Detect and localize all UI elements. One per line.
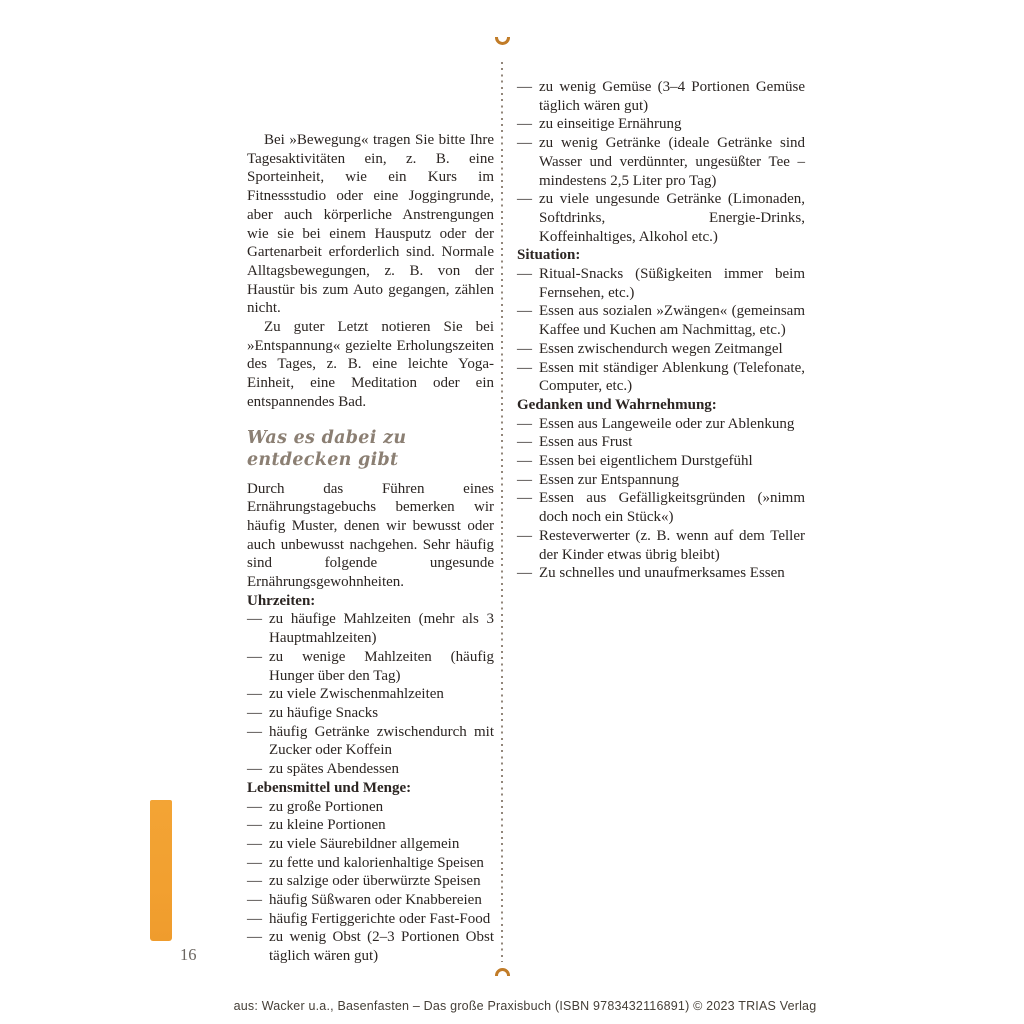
list-item-text: Essen aus sozialen »Zwängen« (gemeinsam Kaffee und Kuchen am Nachmittag, etc.)	[539, 303, 805, 339]
list-item-text: häufig Getränke zwischendurch mit Zucker oder Koffein	[269, 723, 494, 759]
list-item-text: zu wenige Mahlzeiten (häufig Hunger über den Tag)	[269, 648, 494, 684]
list-item	[517, 564, 805, 583]
dash-marker: —	[247, 910, 262, 927]
list-item-text: häufig Fertiggerichte oder Fast-Food	[269, 910, 491, 927]
dash-marker: —	[247, 611, 262, 628]
dash-marker: —	[517, 79, 532, 95]
list-item	[247, 891, 494, 910]
list-item-text: Essen aus Frust	[539, 434, 633, 451]
list-item-text: häufig Süßwaren oder Knabbereien	[269, 892, 482, 909]
dash-marker: —	[247, 686, 262, 703]
list-item	[247, 723, 494, 760]
list-item	[517, 471, 805, 490]
dash-marker: —	[247, 854, 262, 871]
group-title-situation: Situation:	[517, 247, 581, 264]
list-item	[247, 798, 494, 817]
dash-marker: —	[517, 471, 532, 488]
right-column	[517, 78, 805, 583]
section-heading: Was es dabei zu entdecken gibt	[247, 427, 407, 470]
dash-marker: —	[517, 415, 532, 432]
checklist-situation	[517, 265, 805, 396]
fold-mark-top-icon	[495, 37, 510, 45]
dash-marker: —	[517, 359, 532, 376]
checklist-uhrzeiten	[247, 610, 494, 778]
list-item	[517, 190, 805, 246]
list-item	[517, 115, 805, 134]
dash-marker: —	[517, 434, 532, 451]
dash-marker: —	[517, 527, 532, 544]
list-item-text: zu viele Säurebildner allgemein	[269, 835, 460, 852]
fold-mark-bottom-icon	[495, 968, 510, 976]
list-item-text: zu einseitige Ernährung	[539, 116, 682, 133]
group-title-lebensmittel: Lebensmittel und Menge:	[247, 779, 412, 796]
list-item-text: Essen aus Langeweile oder zur Ablenkung	[539, 415, 795, 432]
paragraph-entspannung: Zu guter Letzt notieren Sie bei »Entspannung« gezielte Erholungszeiten des Tages, z. B. eine leichte Yoga-Einheit, eine Meditation oder ein entspannendes Bad.	[247, 319, 494, 410]
list-item-text: Essen zwischendurch wegen Zeitmangel	[539, 340, 783, 357]
list-item-text: Resteverwerter (z. B. wenn auf dem Teller der Kinder etwas übrig bleibt)	[539, 527, 805, 563]
dash-marker: —	[517, 135, 532, 152]
list-item-text: zu kleine Portionen	[269, 817, 386, 834]
footer-credit: aus: Wacker u.a., Basenfasten – Das große Praxisbuch (ISBN 9783432116891) © 2023 TRIAS Verlag	[233, 999, 817, 1013]
list-item-text: zu große Portionen	[269, 798, 384, 815]
list-item	[247, 704, 494, 723]
list-item	[247, 910, 494, 929]
list-item-text: zu viele Zwischenmahlzeiten	[269, 686, 444, 703]
list-item	[247, 685, 494, 704]
dash-marker: —	[517, 303, 532, 320]
page-number: 16	[180, 945, 197, 964]
dash-marker: —	[247, 648, 262, 665]
list-item-text: zu spätes Abendessen	[269, 761, 399, 778]
list-item-text: zu fette und kalorienhaltige Speisen	[269, 854, 484, 871]
list-item	[247, 816, 494, 835]
column-divider	[501, 62, 503, 962]
list-item	[517, 302, 805, 339]
list-item	[517, 452, 805, 471]
dash-marker: —	[517, 340, 532, 357]
list-item	[517, 489, 805, 526]
list-item	[517, 340, 805, 359]
checklist-continued	[517, 78, 805, 246]
left-column	[247, 131, 494, 966]
list-item	[247, 928, 494, 965]
dash-marker: —	[247, 873, 262, 890]
list-item	[517, 359, 805, 396]
dash-marker: —	[247, 704, 262, 721]
dash-marker: —	[247, 892, 262, 909]
list-item	[247, 610, 494, 647]
list-item	[517, 415, 805, 434]
paragraph-intro: Durch das Führen eines Ernährungstagebuchs bemerken wir häufig Muster, denen wir bewusst oder auch unbewusst nachgehen. Sehr häufig sind folgende ungesunde Ernährungsgewohnheiten.	[247, 480, 494, 591]
list-item	[517, 527, 805, 564]
list-item-text: zu viele ungesunde Getränke (Limonaden, Softdrinks, Energie-Drinks, Koffeinhaltiges, Alkohol etc.)	[539, 191, 805, 245]
list-item-text: zu wenig Gemüse (3–4 Portionen Gemüse täglich wären gut)	[539, 79, 805, 114]
list-item	[247, 835, 494, 854]
group-title-uhrzeiten: Uhrzeiten:	[247, 592, 316, 609]
list-item-text: Essen aus Gefälligkeitsgründen (»nimm doch noch ein Stück«)	[539, 490, 805, 526]
dash-marker: —	[517, 266, 532, 283]
list-item	[517, 134, 805, 190]
list-item-text: zu wenig Obst (2–3 Portionen Obst täglich wären gut)	[269, 929, 494, 965]
dash-marker: —	[517, 490, 532, 507]
list-item-text: Essen bei eigentlichem Durstgefühl	[539, 453, 753, 470]
list-item-text: zu wenig Getränke (ideale Getränke sind Wasser und verdünnter, ungesüßter Tee – mindestens 2,5 Liter pro Tag)	[539, 135, 805, 189]
list-item	[517, 433, 805, 452]
list-item	[247, 648, 494, 685]
list-item-text: Ritual-Snacks (Süßigkeiten immer beim Fernsehen, etc.)	[539, 266, 805, 301]
list-item-text: Zu schnelles und unaufmerksames Essen	[539, 565, 785, 582]
dash-marker: —	[517, 191, 532, 208]
dash-marker: —	[517, 116, 532, 133]
group-title-gedanken: Gedanken und Wahrnehmung:	[517, 396, 717, 413]
dash-marker: —	[247, 835, 262, 852]
dash-marker: —	[247, 798, 262, 815]
checklist-lebensmittel	[247, 798, 494, 966]
list-item-text: Essen mit ständiger Ablenkung (Telefonate, Computer, etc.)	[539, 359, 805, 395]
dash-marker: —	[247, 723, 262, 740]
list-item	[247, 760, 494, 779]
dash-marker: —	[247, 761, 262, 778]
list-item-text: zu häufige Snacks	[269, 704, 379, 721]
dash-marker: —	[517, 565, 532, 582]
margin-tab	[150, 800, 172, 941]
checklist-gedanken	[517, 415, 805, 583]
list-item	[247, 872, 494, 891]
list-item	[517, 265, 805, 302]
list-item	[247, 854, 494, 873]
list-item-text: zu häufige Mahlzeiten (mehr als 3 Hauptmahlzeiten)	[269, 611, 494, 647]
list-item	[517, 78, 805, 115]
paragraph-bewegung: Bei »Bewegung« tragen Sie bitte Ihre Tagesaktivitäten ein, z. B. eine Sporteinheit, wie ein Kurs im Fitnessstudio oder eine Joggingrunde, aber auch körperliche Anstrengungen wie sie bei einem Hausputz oder der Gartenarbeit erforderlich sind. Normale Alltagsbewegungen, z. B. von der Haustür bis zum Auto gegangen, zählen nicht.	[247, 132, 494, 317]
dash-marker: —	[247, 929, 262, 946]
dash-marker: —	[247, 817, 262, 834]
list-item-text: zu salzige oder überwürzte Speisen	[269, 873, 481, 890]
list-item-text: Essen zur Entspannung	[539, 471, 679, 488]
dash-marker: —	[517, 453, 532, 470]
